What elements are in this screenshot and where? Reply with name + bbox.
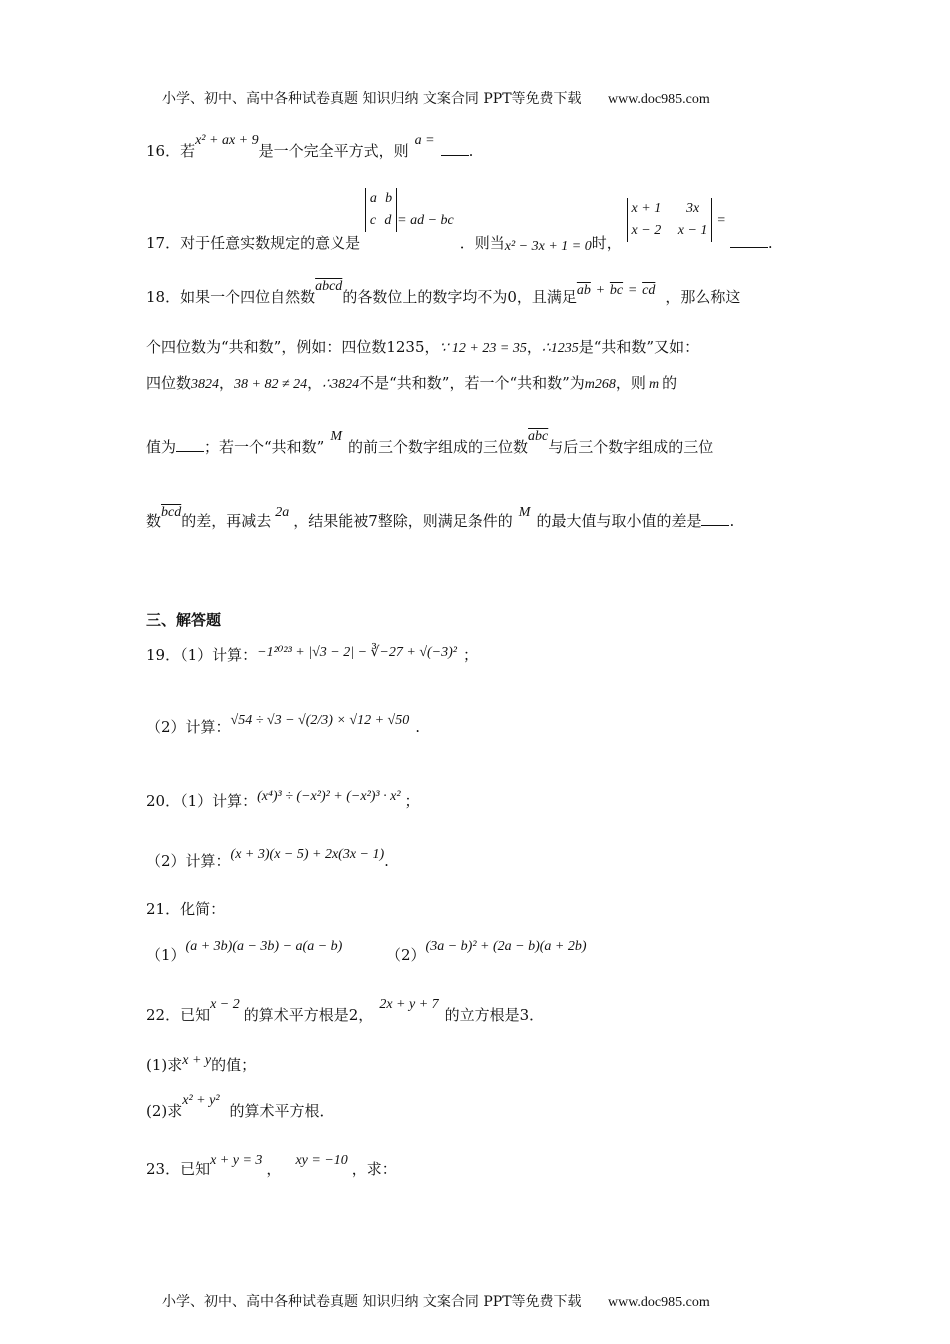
question-23: 23．已知x + y = 3 ， xy = −10 ，求： (146, 1153, 397, 1178)
math-expression: −1²⁰²³ + |√3 − 2| − ∛−27 + √(−3)² (257, 645, 457, 660)
question-21-part-1: （1）(a + 3b)(a − 3b) − a(a − b) (146, 939, 343, 964)
header-url[interactable]: www.doc985.com (607, 92, 710, 107)
question-20-part-2: （2）计算：(x + 3)(x − 5) + 2x(3x − 1). (146, 847, 389, 870)
header-text: 小学、初中、高中各种试卷真题 知识归纳 文案合同 PPT等免费下载 (162, 91, 582, 107)
math-expression: (a + 3b)(a − 3b) − a(a − b) (185, 939, 343, 954)
question-18-line-5: 数$\overline{bcd}$的差，再减去 2a ，结果能被7整除，则满足条件的 M 的最大值与取小值的差是 . (146, 505, 735, 530)
math-expression: (x⁴)³ ÷ (−x²)² + (−x²)³ · x² (257, 789, 401, 804)
question-18-line-3: 四位数3824，38 + 82 ≠ 24，∴3824不是“共和数”，若一个“共和数”为m268，则 m 的 (146, 374, 678, 392)
question-21-part-2: （2）(3a − b)² + (2a − b)(a + 2b) (386, 939, 587, 964)
math-expression: (x + 3)(x − 5) + 2x(3x − 1) (230, 847, 385, 862)
math-expression: = ad − bc (397, 213, 454, 228)
determinant: x + 1 3x x − 2 x − 1 (627, 198, 713, 242)
determinant: a b c d (365, 188, 397, 232)
math-expression: √54 ÷ √3 − √(2/3) × √12 + √50 (230, 713, 410, 728)
answer-blank[interactable] (441, 143, 469, 156)
answer-blank[interactable] (730, 235, 768, 248)
math-expression: (3a − b)² + (2a − b)(a + 2b) (425, 939, 587, 954)
question-18-line-4: 值为 ；若一个“共和数”M的前三个数字组成的三位数$\overline{abc}$与后三个数字组成的三位 (146, 429, 714, 456)
math-expression: x² + ax + 9 (195, 133, 259, 148)
answer-blank[interactable] (701, 513, 729, 526)
section-title: 三、解答题 (146, 611, 222, 629)
question-22: 22．已知x − 2的算术平方根是2，2x + y + 7的立方根是3． (146, 997, 545, 1024)
question-19-part-1: 19．（1）计算：−1²⁰²³ + |√3 − 2| − ∛−27 + √(−3)² ； (146, 645, 478, 664)
question-18-line-1: 18．如果一个四位自然数abcd的各数位上的数字均不为0，且满足$\overline{ab} + \overline{bc} = \overline{cd}$ ，那么称这 (146, 279, 741, 306)
math-expression: x² − 3x + 1 = 0 (504, 239, 592, 254)
question-22-sub-2: (2)求x² + y²的算术平方根． (146, 1093, 335, 1120)
question-18-line-2: 个四位数为“共和数”，例如：四位数1235，∵ 12 + 23 = 35，∴1235是“共和数”又如： (146, 338, 700, 356)
question-20-part-1: 20．（1）计算：(x⁴)³ ÷ (−x²)² + (−x²)³ · x² ； (146, 789, 420, 810)
question-22-sub-1: (1)求x + y的值； (146, 1053, 257, 1074)
page-header (162, 88, 710, 108)
footer-text: 小学、初中、高中各种试卷真题 知识归纳 文案合同 PPT等免费下载 (162, 1294, 582, 1310)
footer-url[interactable]: www.doc985.com (607, 1295, 710, 1310)
question-19-part-2: （2）计算：√54 ÷ √3 − √(2/3) × √12 + √50 . (146, 713, 420, 736)
answer-blank[interactable] (176, 439, 204, 452)
page-footer (162, 1291, 710, 1311)
question-21-title: 21．化简： (146, 900, 226, 918)
math-expression: a = (414, 133, 435, 148)
question-16: 16．若x² + ax + 9是一个完全平方式，则a =. (146, 133, 474, 160)
question-17: 17．对于任意实数规定的意义是 a b c d = ad − bc．则当x² − 3x + 1 = 0时， x + 1 3x x − 2 x − 1=. (146, 188, 773, 232)
